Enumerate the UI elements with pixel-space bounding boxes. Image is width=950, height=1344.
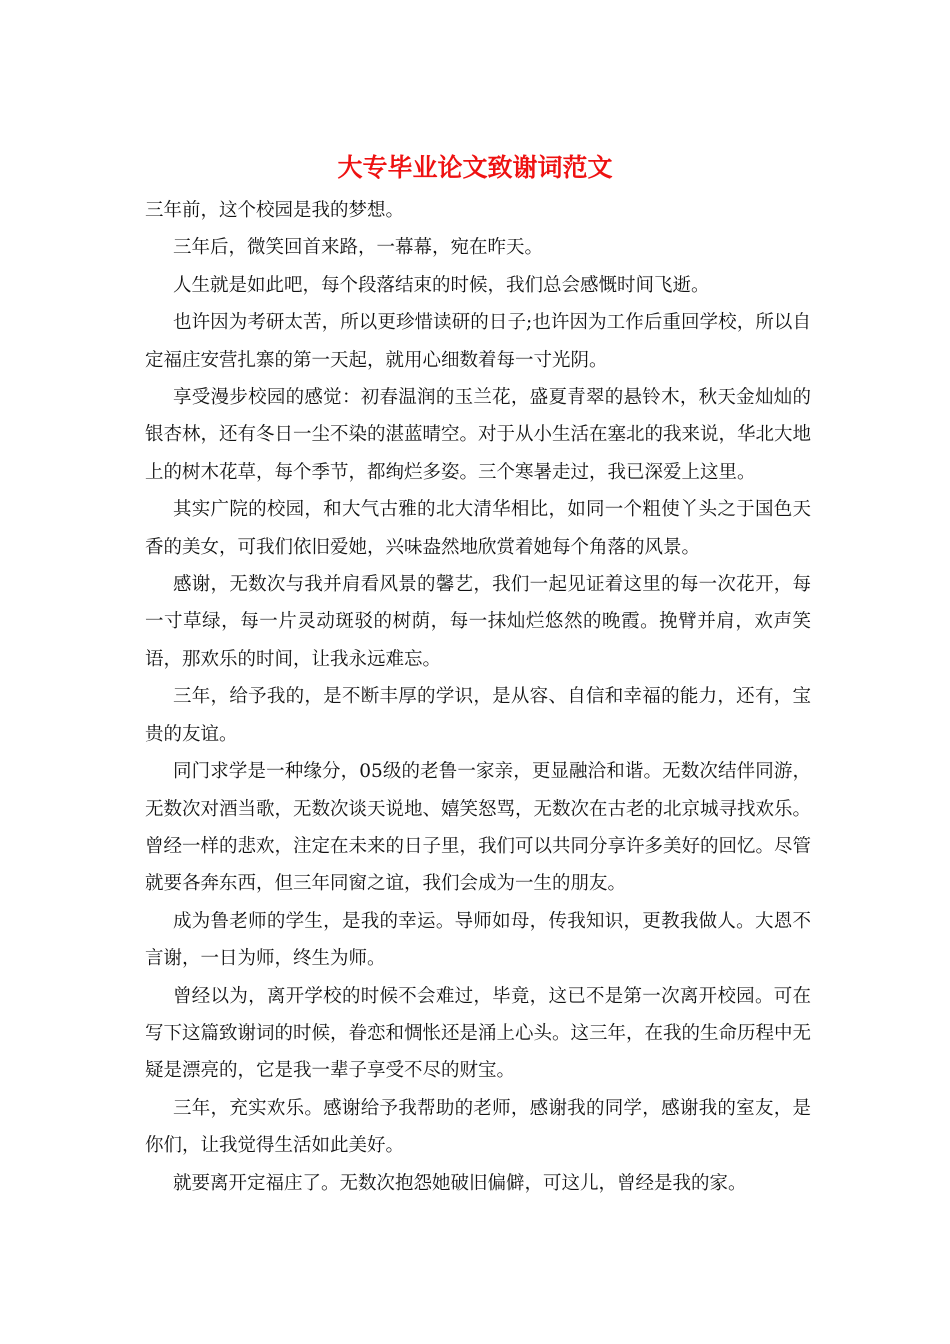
paragraph: 也许因为考研太苦，所以更珍惜读研的日子;也许因为工作后重回学校，所以自定福庄安营扎寨的第一天起，就用心细数着每一寸光阴。 <box>145 312 811 371</box>
paragraph: 三年后，微笑回首来路，一幕幕，宛在昨天。 <box>173 237 544 259</box>
paragraph: 同门求学是一种缘分，05级的老鲁一家亲，更显融洽和谐。无数次结伴同游，无数次对酒当歌，无数次谈天说地、嬉笑怒骂，无数次在古老的北京城寻找欢乐。曾经一样的悲欢，注定在未来的日子里，我们可以共同分享许多美好的回忆。尽管就要各奔东西，但三年同窗之谊，我们会成为一生的朋友。 <box>145 761 812 895</box>
paragraph: 成为鲁老师的学生，是我的幸运。导师如母，传我知识，更教我做人。大恩不言谢，一日为师，终生为师。 <box>145 910 811 970</box>
paragraph: 其实广院的校园，和大气古雅的北大清华相比，如同一个粗使丫头之于国色天香的美女，可我们依旧爱她，兴味盎然地欣赏着她每个角落的风景。 <box>145 499 811 558</box>
document-body <box>145 192 811 1202</box>
document-title: 大专毕业论文致谢词范文 <box>337 153 613 182</box>
paragraph: 感谢，无数次与我并肩看风景的馨艺，我们一起见证着这里的每一次花开，每一寸草绿，每一片灵动斑驳的树荫，每一抹灿烂悠然的晚霞。挽臂并肩，欢声笑语，那欢乐的时间，让我永远难忘。 <box>145 574 811 670</box>
paragraph: 曾经以为，离开学校的时候不会难过，毕竟，这已不是第一次离开校园。可在写下这篇致谢词的时候，眷恋和惆怅还是涌上心头。这三年，在我的生命历程中无疑是漂亮的，它是我一辈子享受不尽的财宝。 <box>145 985 812 1082</box>
paragraph: 三年，给予我的，是不断丰厚的学识，是从容、自信和幸福的能力，还有，宝贵的友谊。 <box>145 686 811 745</box>
paragraph: 就要离开定福庄了。无数次抱怨她破旧偏僻，可这儿，曾经是我的家。 <box>173 1172 747 1194</box>
paragraph: 三年，充实欢乐。感谢给予我帮助的老师，感谢我的同学，感谢我的室友，是你们，让我觉得生活如此美好。 <box>145 1097 811 1157</box>
paragraph: 人生就是如此吧，每个段落结束的时候，我们总会感慨时间飞逝。 <box>173 274 710 296</box>
paragraph: 三年前，这个校园是我的梦想。 <box>145 200 405 221</box>
paragraph: 享受漫步校园的感觉：初春温润的玉兰花，盛夏青翠的悬铃木，秋天金灿灿的银杏林，还有冬日一尘不染的湛蓝晴空。对于从小生活在塞北的我来说，华北大地上的树木花草，每个季节，都绚烂多姿。三个寒暑走过，我已深爱上这里。 <box>145 387 812 483</box>
